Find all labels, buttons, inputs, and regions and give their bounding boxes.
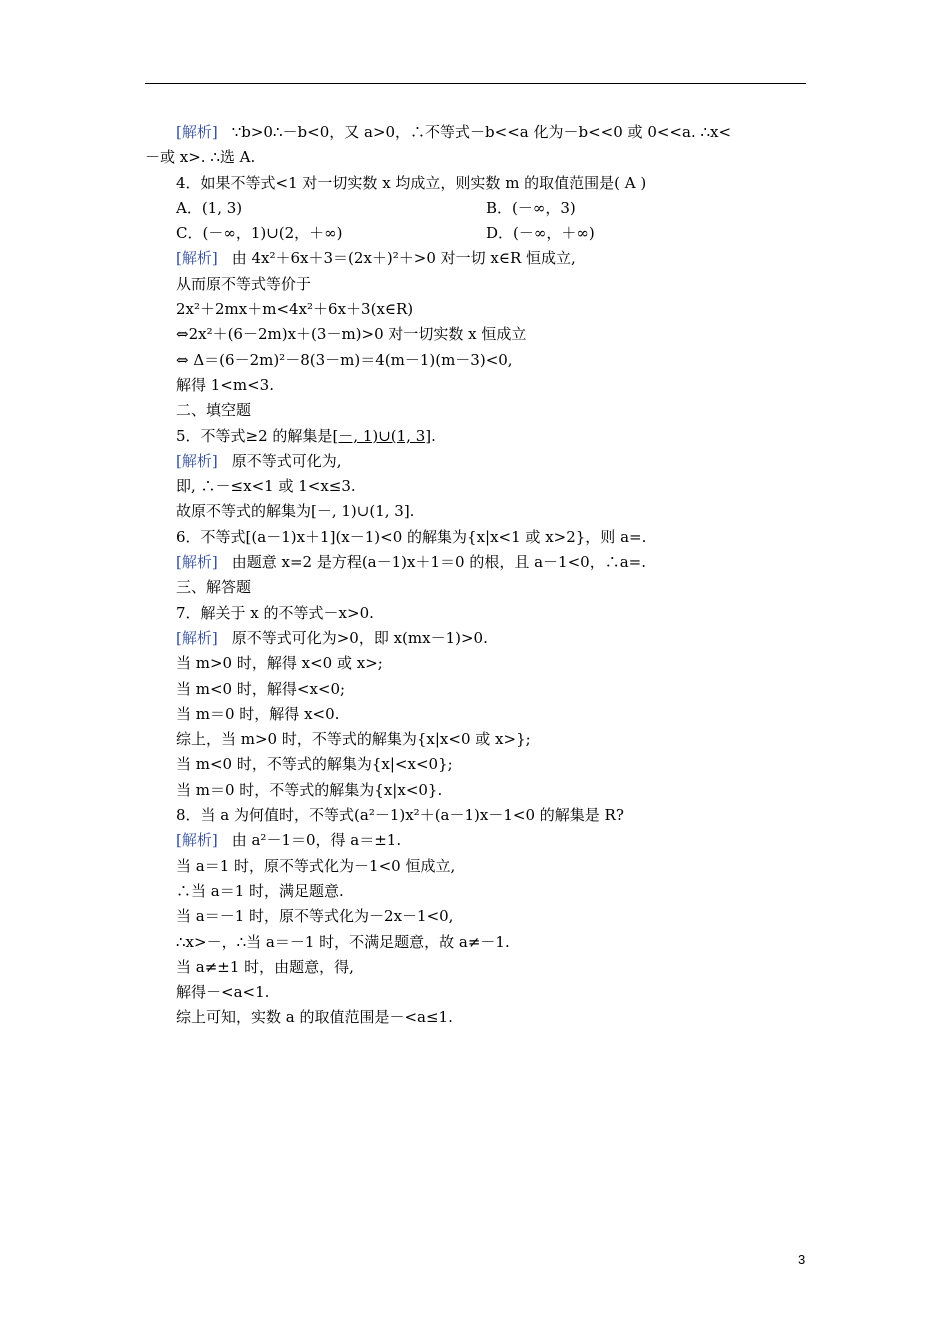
q8-question: 8．当 a 为何值时，不等式(a²－1)x²＋(a－1)x－1<0 的解集是 R? [176, 806, 624, 825]
section-heading-fill-in: 二、填空题 [176, 401, 252, 420]
q4-step: ⇔2x²＋(6－2m)x＋(3－m)>0 对一切实数 x 恒成立 [176, 325, 527, 344]
q4-question: 4．如果不等式<1 对一切实数 x 均成立，则实数 m 的取值范围是( A ) [176, 173, 647, 192]
q4-options-row1 [145, 196, 810, 221]
q4-step: 从而原不等式等价于 [176, 274, 312, 293]
q8-step: 当 a≠±1 时，由题意，得, [176, 957, 354, 976]
q7-step: 综上，当 m>0 时，不等式的解集为{x|x<0 或 x>}; [176, 730, 531, 749]
q4-option-c: C．(－∞，1)∪(2，＋∞) [176, 224, 343, 243]
q8-step: 当 a＝1 时，原不等式化为－1<0 恒成立, [176, 856, 456, 875]
q7-step: 当 m<0 时，不等式的解集为{x|<x<0}; [176, 755, 453, 774]
q7-analysis: [解析] 原不等式可化为>0，即 x(mx－1)>0. [176, 628, 488, 647]
q7-question: 7．解关于 x 的不等式－x>0. [176, 603, 374, 622]
q6-question: 6．不等式[(a－1)x＋1](x－1)<0 的解集为{x|x<1 或 x>2}，则 a=. [176, 527, 647, 546]
q8-step: 当 a＝－1 时，原不等式化为－2x－1<0, [176, 907, 454, 926]
q4-option-a: A．(1, 3) [176, 198, 243, 217]
q8-step: 综上可知，实数 a 的取值范围是－<a≤1. [176, 1008, 453, 1027]
q3-analysis-line1: [解析] ∵b>0∴－b<0，又 a>0，∴不等式－b<<a 化为－b<<0 或 0<<a. ∴x< [176, 123, 732, 141]
q4-step: 2x²＋2mx＋m<4x²＋6x＋3(x∈R) [176, 300, 414, 319]
analysis-tag: [解析] [176, 249, 218, 268]
q8-step: 解得－<a<1. [176, 983, 270, 1002]
q3-analysis-line2: －或 x>. ∴选 A. [145, 148, 256, 167]
analysis-tag: [解析] [176, 553, 218, 572]
q5-step: 故原不等式的解集为[－, 1)∪(1, 3]. [176, 502, 415, 521]
q5-question: 5．不等式≥2 的解集是[－, 1)∪(1, 3]. [176, 426, 436, 445]
q7-step: 当 m<0 时，解得<x<0; [176, 679, 346, 698]
analysis-tag: [解析] [176, 831, 218, 850]
q4-options-row2 [145, 221, 810, 246]
q8-step: ∴当 a＝1 时，满足题意. [176, 881, 344, 900]
page-number: 3 [798, 1252, 806, 1267]
analysis-tag: [解析] [176, 123, 218, 141]
q5-step: 即, ∴－≤x<1 或 1<x≤3. [176, 477, 356, 496]
q8-step: ∴x>－，∴当 a＝－1 时，不满足题意，故 a≠－1. [176, 932, 510, 951]
q7-step: 当 m＝0 时，不等式的解集为{x|x<0}. [176, 780, 443, 799]
q4-step: 解得 1<m<3. [176, 375, 274, 394]
q5-analysis: [解析] 原不等式可化为, [176, 451, 342, 470]
q4-analysis: [解析] 由 4x²＋6x＋3＝(2x＋)²＋>0 对一切 x∈R 恒成立, [176, 249, 576, 268]
q7-step: 当 m>0 时，解得 x<0 或 x>; [176, 654, 383, 673]
q6-analysis: [解析] 由题意 x=2 是方程(a－1)x＋1＝0 的根，且 a－1<0，∴a=. [176, 553, 646, 572]
header-rule [145, 83, 806, 84]
q4-option-b: B．(－∞，3) [486, 198, 576, 217]
q4-option-d: D．(－∞，＋∞) [486, 224, 595, 243]
q5-answer: [－, 1)∪(1, 3] [332, 426, 432, 445]
page-content [145, 120, 810, 1031]
q8-analysis: [解析] 由 a²－1＝0，得 a＝±1. [176, 831, 402, 850]
q4-step: ⇔ Δ＝(6－2m)²－8(3－m)＝4(m－1)(m－3)<0, [176, 350, 513, 369]
section-heading-solve: 三、解答题 [176, 578, 252, 597]
analysis-tag: [解析] [176, 451, 218, 470]
analysis-tag: [解析] [176, 628, 218, 647]
q7-step: 当 m＝0 时，解得 x<0. [176, 704, 340, 723]
